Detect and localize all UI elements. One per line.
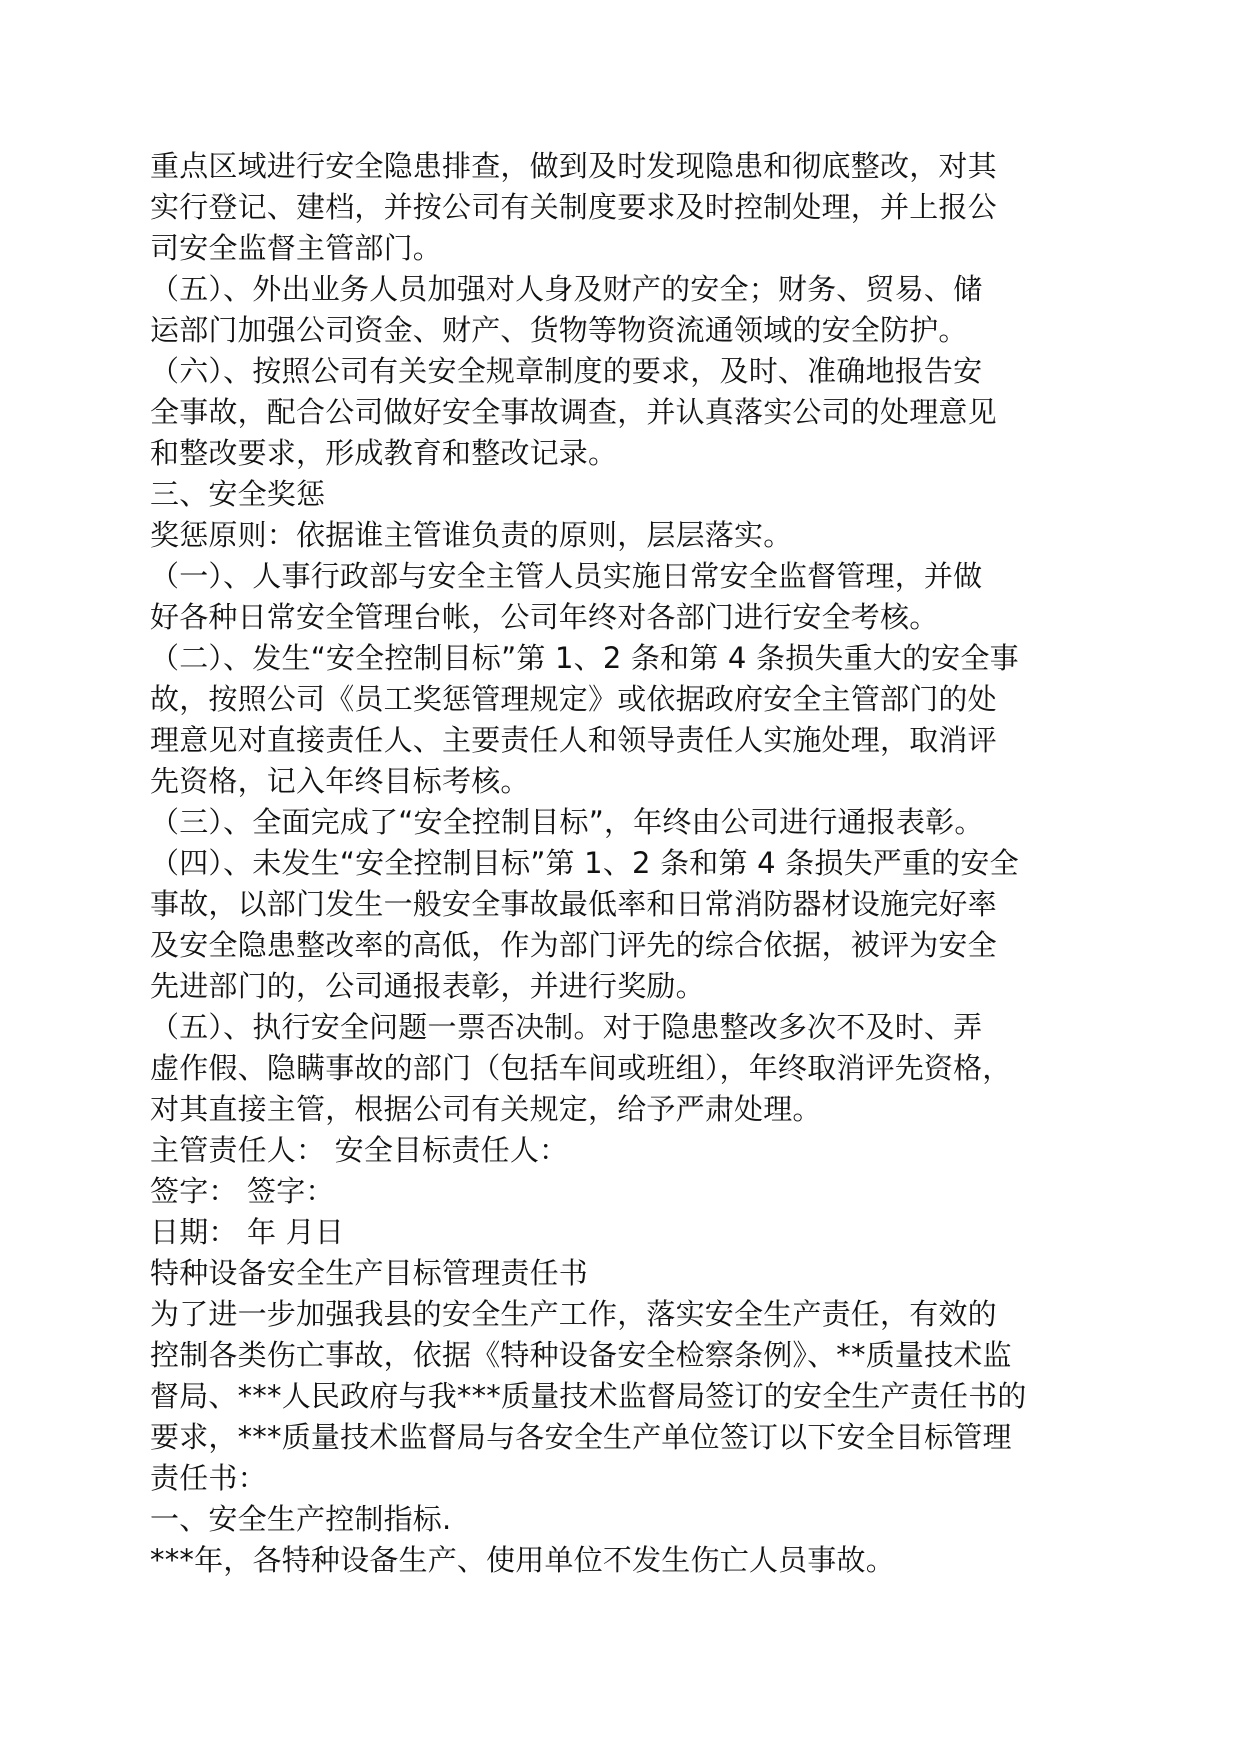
document-text-line: 好各种日常安全管理台帐，公司年终对各部门进行安全考核。 xyxy=(150,600,939,634)
document-text-line: （五）、外出业务人员加强对人身及财产的安全；财务、贸易、储 xyxy=(150,272,983,306)
document-text-line: 和整改要求，形成教育和整改记录。 xyxy=(150,436,618,470)
document-text-line: 及安全隐患整改率的高低，作为部门评先的综合依据，被评为安全 xyxy=(150,928,997,962)
document-body xyxy=(150,146,1110,1581)
document-text-line: （三）、全面完成了“安全控制目标”，年终由公司进行通报表彰。 xyxy=(150,805,984,839)
document-text-line: 运部门加强公司资金、财产、货物等物资流通领域的安全防护。 xyxy=(150,313,968,347)
document-text-line: （一）、人事行政部与安全主管人员实施日常安全监督管理，并做 xyxy=(150,559,983,593)
document-text-line: 特种设备安全生产目标管理责任书 xyxy=(150,1256,589,1290)
document-text-line: 重点区域进行安全隐患排查，做到及时发现隐患和彻底整改，对其 xyxy=(150,149,997,183)
document-text-line: 先资格，记入年终目标考核。 xyxy=(150,764,530,798)
document-text-line: 实行登记、建档，并按公司有关制度要求及时控制处理，并上报公 xyxy=(150,190,997,224)
document-text-line: 理意见对直接责任人、主要责任人和领导责任人实施处理，取消评 xyxy=(150,723,997,757)
document-text-line: （二）、发生“安全控制目标”第 1、2 条和第 4 条损失重大的安全事 xyxy=(150,641,1019,675)
document-text-line: 签字： 签字： xyxy=(150,1174,335,1208)
document-text-line: 主管责任人： 安全目标责任人： xyxy=(150,1133,569,1167)
document-text-line: 责任书： xyxy=(150,1461,267,1495)
document-text-line: 虚作假、隐瞒事故的部门（包括车间或班组），年终取消评先资格， xyxy=(150,1051,1012,1085)
document-text-line: 故，按照公司《员工奖惩管理规定》或依据政府安全主管部门的处 xyxy=(150,682,997,716)
document-text-line: 一、安全生产控制指标. xyxy=(150,1502,452,1536)
document-text-line: （四）、未发生“安全控制目标”第 1、2 条和第 4 条损失严重的安全 xyxy=(150,846,1019,880)
document-text-line: 事故，以部门发生一般安全事故最低率和日常消防器材设施完好率 xyxy=(150,887,997,921)
document-text-line: ***年，各特种设备生产、使用单位不发生伤亡人员事故。 xyxy=(150,1543,895,1577)
document-text-line: 日期： 年 月日 xyxy=(150,1215,345,1249)
document-text-line: 要求，***质量技术监督局与各安全生产单位签订以下安全目标管理 xyxy=(150,1420,1012,1454)
document-text-line: 先进部门的，公司通报表彰，并进行奖励。 xyxy=(150,969,705,1003)
document-text-line: 对其直接主管，根据公司有关规定，给予严肃处理。 xyxy=(150,1092,822,1126)
document-text-line: （五）、执行安全问题一票否决制。对于隐患整改多次不及时、弄 xyxy=(150,1010,983,1044)
document-text-line: 三、安全奖惩 xyxy=(150,477,326,511)
document-text-line: 督局、***人民政府与我***质量技术监督局签订的安全生产责任书的 xyxy=(150,1379,1027,1413)
document-text-line: 控制各类伤亡事故，依据《特种设备安全检察条例》、**质量技术监 xyxy=(150,1338,1012,1372)
document-text-line: 为了进一步加强我县的安全生产工作，落实安全生产责任，有效的 xyxy=(150,1297,997,1331)
document-text-line: 全事故，配合公司做好安全事故调查，并认真落实公司的处理意见 xyxy=(150,395,997,429)
document-text-line: 奖惩原则：依据谁主管谁负责的原则，层层落实。 xyxy=(150,518,793,552)
document-text-line: （六）、按照公司有关安全规章制度的要求，及时、准确地报告安 xyxy=(150,354,983,388)
document-text-line: 司安全监督主管部门。 xyxy=(150,231,443,265)
